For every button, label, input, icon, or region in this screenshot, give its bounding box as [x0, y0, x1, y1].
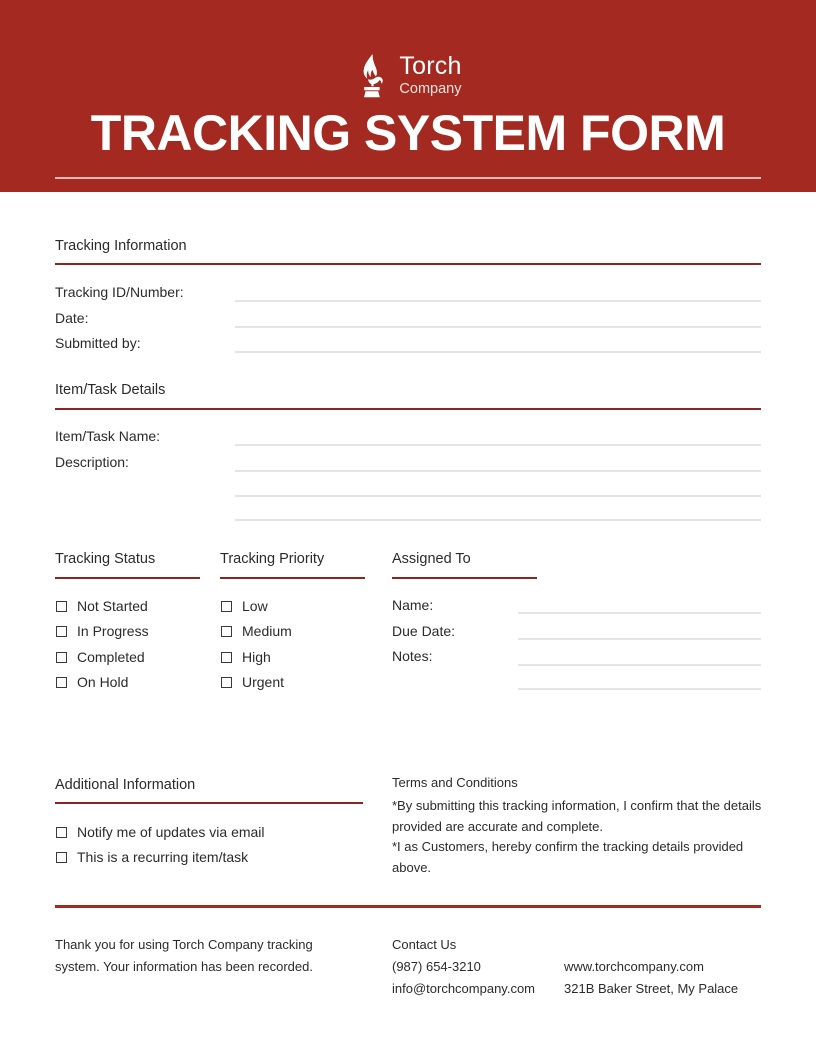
section-divider-item-task-details — [55, 408, 761, 410]
footer-email[interactable]: info@torchcompany.com — [392, 981, 536, 996]
checkbox-recurring-task[interactable] — [56, 852, 67, 863]
checkbox-label-not-started: Not Started — [77, 598, 148, 614]
footer-phone[interactable]: (987) 654-3210 — [392, 959, 481, 974]
checkbox-row-medium[interactable] — [221, 624, 292, 638]
checkbox-label-in-progress: In Progress — [77, 623, 149, 639]
section-title-item-task-details: Item/Task Details — [55, 382, 166, 398]
field-label-item-task-name: Item/Task Name: — [55, 428, 161, 444]
field-label-assignee-name: Name: — [392, 597, 434, 613]
checkbox-medium[interactable] — [221, 626, 232, 637]
field-input-description-line-3[interactable] — [235, 519, 761, 521]
field-input-description-line-2[interactable] — [235, 495, 761, 497]
field-label-submitted-by: Submitted by: — [55, 335, 141, 351]
field-label-notes: Notes: — [392, 648, 433, 664]
field-input-notes-line-1[interactable] — [518, 664, 761, 666]
checkbox-row-not-started[interactable] — [56, 599, 148, 613]
field-label-date: Date: — [55, 310, 89, 326]
checkbox-row-notify-email[interactable] — [56, 825, 265, 839]
section-divider-tracking-priority — [220, 577, 365, 579]
checkbox-urgent[interactable] — [221, 677, 232, 688]
checkbox-row-recurring-task[interactable] — [56, 850, 248, 864]
brand-logo — [0, 52, 816, 98]
checkbox-in-progress[interactable] — [56, 626, 67, 637]
footer-divider — [55, 905, 761, 908]
section-divider-tracking-status — [55, 577, 200, 579]
footer-address: 321B Baker Street, My Palace — [564, 981, 739, 996]
field-input-submitted-by[interactable] — [235, 351, 761, 353]
checkbox-label-on-hold: On Hold — [77, 674, 129, 690]
section-title-tracking-information: Tracking Information — [55, 238, 187, 254]
footer-contact-details — [392, 956, 764, 1000]
field-label-tracking-id: Tracking ID/Number: — [55, 284, 184, 300]
footer-thank-you-message: Thank you for using Torch Company tracking system. Your information has been recorded. — [55, 937, 313, 974]
field-input-due-date[interactable] — [518, 638, 761, 640]
checkbox-label-urgent: Urgent — [242, 674, 285, 690]
section-title-tracking-priority: Tracking Priority — [220, 551, 325, 567]
field-label-due-date: Due Date: — [392, 623, 456, 639]
checkbox-row-in-progress[interactable] — [56, 624, 149, 638]
page-header — [0, 0, 816, 192]
brand-subtitle: Company — [399, 80, 462, 97]
checkbox-label-high: High — [242, 649, 271, 665]
terms-paragraph-2: *I as Customers, hereby confirm the tracking details provided above. — [392, 839, 744, 875]
section-title-additional-information: Additional Information — [55, 777, 196, 793]
checkbox-label-low: Low — [242, 598, 268, 614]
checkbox-on-hold[interactable] — [56, 677, 67, 688]
brand-name: Torch — [399, 51, 462, 80]
checkbox-label-completed: Completed — [77, 649, 145, 665]
field-input-date[interactable] — [235, 326, 761, 328]
field-input-assignee-name[interactable] — [518, 612, 761, 614]
checkbox-row-high[interactable] — [221, 650, 271, 664]
checkbox-high[interactable] — [221, 652, 232, 663]
header-divider — [55, 177, 761, 179]
checkbox-row-urgent[interactable] — [221, 675, 284, 689]
checkbox-low[interactable] — [221, 601, 232, 612]
section-divider-assigned-to — [392, 577, 537, 579]
section-divider-additional-information — [55, 802, 363, 804]
checkbox-row-low[interactable] — [221, 599, 268, 613]
section-title-assigned-to: Assigned To — [392, 551, 471, 567]
checkbox-row-on-hold[interactable] — [56, 675, 128, 689]
section-divider-tracking-information — [55, 263, 761, 265]
terms-paragraph-1: *By submitting this tracking information, I confirm that the details provided are accurate and complete. — [392, 798, 762, 834]
checkbox-label-recurring-task: This is a recurring item/task — [77, 849, 249, 865]
brand-wordmark — [399, 51, 462, 97]
terms-title: Terms and Conditions — [392, 775, 518, 790]
field-input-tracking-id[interactable] — [235, 300, 761, 302]
field-input-item-task-name[interactable] — [235, 444, 761, 446]
terms-and-conditions — [392, 775, 764, 878]
checkbox-label-notify-email: Notify me of updates via email — [77, 824, 265, 840]
field-label-description: Description: — [55, 454, 129, 470]
checkbox-label-medium: Medium — [242, 623, 292, 639]
section-title-tracking-status: Tracking Status — [55, 551, 156, 567]
footer-contact-title: Contact Us — [392, 937, 457, 952]
torch-flame-icon — [354, 52, 388, 98]
checkbox-not-started[interactable] — [56, 601, 67, 612]
field-input-description-line-1[interactable] — [235, 470, 761, 472]
footer-website[interactable]: www.torchcompany.com — [564, 959, 704, 974]
checkbox-completed[interactable] — [56, 652, 67, 663]
checkbox-notify-email[interactable] — [56, 827, 67, 838]
page-title: TRACKING SYSTEM FORM — [90, 105, 726, 161]
field-input-notes-line-2[interactable] — [518, 688, 761, 690]
footer-contact-block — [392, 934, 764, 1000]
checkbox-row-completed[interactable] — [56, 650, 145, 664]
